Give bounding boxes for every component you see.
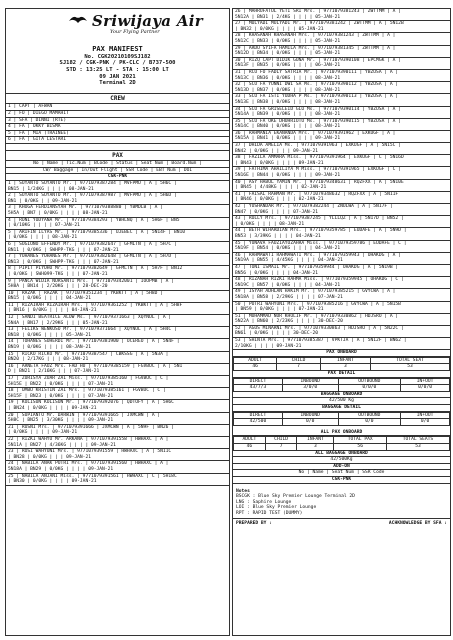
table-cell: 0/0/0 bbox=[338, 385, 401, 392]
passenger-line: BN42 | 0/0KG | | | | 09-JAN-21 bbox=[235, 148, 318, 154]
passenger-line: 1 | SUYANTO SUYANTO Mr. | 9771079387284 | MVFPMU | A | 5H6C | bbox=[8, 181, 177, 187]
passenger-line: 5N12D | BN34 | 0/0KG | | | | 05-JAN-21 bbox=[235, 51, 341, 57]
passenger-line: BN53 | 3/39KG | | | | 04-JAN-21 bbox=[235, 233, 321, 239]
passenger-row bbox=[233, 119, 450, 131]
pax-detail-table bbox=[233, 378, 450, 392]
passenger-row bbox=[6, 437, 229, 449]
passenger-row bbox=[233, 204, 450, 216]
manifest-number: No. CGK20210109SJ182 bbox=[84, 53, 151, 60]
passenger-line: 5N13E | BN38 | 0/0KG | | | | 08-JAN-21 bbox=[235, 99, 341, 105]
passenger-line: 32 | SCU FA YUNNI DWI SA Ms. | 9771079390112 | YBZUSA | A | bbox=[235, 82, 399, 88]
passenger-row bbox=[6, 339, 229, 351]
passenger-line: 20 | SUPIANTO Mr. DARWIN | 9771079391665 | JXMCWN | A | bbox=[8, 412, 161, 418]
passenger-row bbox=[233, 314, 450, 326]
passenger-line: 5N13C | BN36 | 0/0KG | | | | 08-JAN-21 bbox=[235, 75, 341, 81]
pax-legend: No | Name | Tic.Num | BCode | Status | Seat Num | Board.Num | bbox=[6, 161, 229, 168]
crew-item: 1 | CAPT | AFWAN bbox=[6, 104, 229, 111]
passenger-line: 6 | SUGIONO EFFENDY Mr. | 9771079382647 | GFMLTN | A | 5H7C | bbox=[8, 241, 177, 247]
table-cell: 7 bbox=[265, 443, 297, 450]
passenger-row bbox=[233, 180, 450, 192]
passenger-line: | BN59 | 0/0KG | | | | 07-JAN-21 bbox=[235, 307, 324, 313]
note-item: RPT : RAPID TEST (DUMMY) bbox=[236, 510, 303, 516]
passenger-line: | BN43 | 0/0KG | | | | 09-JAN-21 bbox=[235, 160, 324, 166]
passenger-line: 5N12A | BN31 | 2/4KG | | | | 05-JAN-21 bbox=[235, 14, 341, 20]
logo bbox=[6, 9, 229, 45]
table-cell: 43/7/3 bbox=[234, 385, 283, 392]
passenger-row bbox=[233, 338, 450, 350]
passenger-row bbox=[6, 449, 229, 461]
table-cell: 42/500 bbox=[234, 419, 283, 426]
sriwijaya-bird-icon bbox=[68, 13, 88, 27]
pax-section-title: PAX bbox=[6, 150, 229, 161]
passenger-row bbox=[6, 388, 229, 400]
passenger-line: | BN16 | 0/0KG | | | | 04-JAN-21 bbox=[8, 308, 97, 314]
addon-route: CGK-PNK bbox=[233, 477, 450, 484]
passenger-line: | 0/0KG | | | | 08-JAN-21 bbox=[235, 221, 305, 227]
passenger-line: 9 | PANCA WIDIA NURSANTI Mrs. | 9771079342001 | IOOPMB | A | bbox=[8, 278, 174, 284]
passenger-line: 29 | ARDO SYIFA HAMILA Mrs. | 9771079381345 | ZWTTMM | A | bbox=[235, 45, 396, 51]
passenger-line: 35 | SCU FA OKE DHUHRIOTU Ms. | 9771079390115 | YBZUSA | A | bbox=[235, 118, 401, 124]
passenger-line: 8 | PIPIT PIYOHO Mr. | 9771079382649 | GFMLTN | A | 5H7F | BN12 bbox=[8, 266, 183, 272]
baggage-detail-title: BAGGAGE DETAIL bbox=[233, 405, 450, 412]
passenger-line: BN18 | 0/0KG | | | | 05-JAN-21 bbox=[8, 332, 91, 338]
manifest-left-column bbox=[5, 8, 230, 636]
passenger-line: 26 | MAHRUFATUL YETI SRI Mrs. | 9771079381243 | ZWTTMM | A | bbox=[235, 9, 401, 14]
manifest-title: PAX MANIFEST bbox=[92, 45, 143, 53]
passenger-line: D | BN21 | 2/16KG | | | 07-JAN-21 bbox=[8, 369, 100, 375]
passenger-row bbox=[233, 155, 450, 167]
pax-detail-title: PAX DETAIL bbox=[233, 371, 450, 378]
passenger-line: 10 | RAZAK | RAZAK | 9771079351234 | YKBKTT | A | 5H8D | bbox=[8, 290, 163, 296]
baggage-detail-table bbox=[233, 412, 450, 426]
passenger-row bbox=[6, 413, 229, 425]
passenger-line: 25 | NABILA ANJANI Miss. | 9771079391561 | HWHAXC | C | 5H18C bbox=[8, 473, 177, 479]
passenger-line: 43 | ROLLY Mrs. | 9771079387245 | YLLLQZ | A | 5N17D | BN52 | bbox=[235, 216, 404, 222]
passenger-line: 24 | NABILA ANAK PUTRI Mrs. | 9771079391560 | HWHAXC | A | bbox=[8, 461, 169, 467]
crew-item: 6 | FA | GITA LESTARI bbox=[6, 137, 229, 144]
passenger-row bbox=[6, 279, 229, 291]
table-header: INBOUND bbox=[282, 412, 338, 419]
passenger-line: 15 | RICKO RICKO Mr. | 9771079387547 | CBKSSG | A | 5N3A | bbox=[8, 351, 169, 357]
passenger-row bbox=[233, 58, 450, 70]
passenger-line: | BN32 | 0/0KG | | | | 05-JAN-21 bbox=[235, 26, 324, 32]
passenger-line: 2/10KG | | | | 09-JAN-21 bbox=[235, 343, 302, 349]
crew-item: 5 | FA | MIA (TRAINEE) bbox=[6, 131, 229, 138]
passenger-line: 5N22A | BN60 | 2/23KG | | | | 30-DEC-20 bbox=[235, 319, 343, 325]
table-cell: 0/0 bbox=[338, 419, 401, 426]
passenger-line: 13 | FELIKS WENKOSO Mr. | 9771079371664 | XQYNUL | A | 5H4C | bbox=[8, 327, 177, 333]
passenger-line: 30 | RIZQ CAPT DIDIK GUNA Mr. | 9771079390108 | EPCMGK | A | bbox=[235, 57, 401, 63]
table-cell: 0/0/0 bbox=[401, 385, 450, 392]
passenger-row bbox=[233, 94, 450, 106]
passenger-row bbox=[6, 254, 229, 266]
passenger-row bbox=[6, 376, 229, 388]
passenger-row bbox=[6, 181, 229, 193]
passenger-row bbox=[233, 70, 450, 82]
passenger-row bbox=[6, 291, 229, 303]
table-header: OUTBOUND bbox=[338, 412, 401, 419]
passenger-row bbox=[6, 364, 229, 376]
passenger-line: 44 | BETH WIHARDIAN Mrs. | 9771079359785 | EUDAFE | A | 5N9D | bbox=[235, 228, 407, 234]
passenger-row bbox=[6, 193, 229, 205]
passenger-line: 5N16E | BN44 | 0/0KG | | | | 09-JAN-21 bbox=[235, 173, 341, 179]
terminal: Terminal 2D bbox=[99, 80, 136, 87]
baggage-onboard-value: 42/500 Kg bbox=[233, 398, 450, 405]
baggage-onboard-title: BAGGAGE ONBOARD bbox=[233, 392, 450, 399]
passenger-line: 31 | RCU FO FADLY SATRIA Mr. | 9771079390111 | YBZUSA | A | bbox=[235, 69, 399, 75]
passenger-row bbox=[233, 82, 450, 94]
passenger-row bbox=[233, 192, 450, 204]
passenger-line: 3 | KHOGA FERDIANSYAH Mr. | 9771079388880 | YBMDLB | A | bbox=[8, 205, 163, 211]
table-header: TOTAL SEATS bbox=[386, 437, 449, 444]
table-header: INFANT bbox=[297, 437, 334, 444]
passenger-line: 5N12C | BN33 | 0/0KG | | | | 05-JAN-21 bbox=[235, 38, 341, 44]
passenger-row bbox=[6, 230, 229, 242]
passenger-line: BN11 | 0/0KG | SWHPP-TKG | | | 07-JAN-21 bbox=[8, 247, 119, 253]
pax-list-left bbox=[6, 181, 229, 486]
passenger-line: 5H8C | BN25 | 3/30KG | | | | 09-JAN-21 bbox=[8, 418, 114, 424]
passenger-line: 39 | FATHIMA AHAILIYA M Miss. | 9771079391965 | EXKUGF | C | bbox=[235, 167, 401, 173]
passenger-line: | 0/10KG | | | | 07-JAN-21 bbox=[8, 223, 80, 229]
addon-legend: No | Name | Seat Num | SSR Code bbox=[233, 470, 450, 477]
all-pax-table bbox=[233, 436, 450, 450]
notes-title: Notes bbox=[236, 488, 250, 494]
prepared-by-label: PREPARED BY : bbox=[236, 520, 272, 526]
passenger-line: BN61 | 0/0KG | | | | 30-DEC-20 bbox=[235, 331, 318, 337]
passenger-line: | 0/0KG | | | | 09-JAN-21 bbox=[8, 430, 78, 436]
pax-onboard-table bbox=[233, 357, 450, 371]
passenger-line: 17 | ZURISYA ZUAR ZAI Miss. | 9771079385160 | FGVBUC | C | bbox=[8, 376, 169, 382]
passenger-row bbox=[6, 400, 229, 412]
table-header: IN+OUT bbox=[401, 412, 450, 419]
passenger-line: 22 | RIZKI WAHYU Mr. ARKANA | 9771079391558 | HWHAXC | A | bbox=[8, 436, 169, 442]
passenger-row bbox=[6, 327, 229, 339]
passenger-line: 5N14A | BN39 | 0/0KG | | | | 08-JAN-21 bbox=[235, 112, 341, 118]
passenger-row bbox=[233, 216, 450, 228]
table-cell: 3 bbox=[297, 443, 334, 450]
passenger-line: 11 | RIZAIRAH RIZAIRAH Mrs. | 9771079361252 | YKBKTT | A | 5H8F bbox=[8, 302, 183, 308]
passenger-row bbox=[233, 21, 450, 33]
passenger-line: 5N18A | BN58 | 2/29KG | | | | 07-JAN-21 bbox=[235, 294, 343, 300]
table-cell: 0/0 bbox=[401, 419, 450, 426]
passenger-row bbox=[6, 352, 229, 364]
passenger-line: 34 | SCU FA GRISELEID GLO Ms. | 9771079390114 | YBZUSA | A | bbox=[235, 106, 401, 112]
table-cell: 3/0/0 bbox=[282, 385, 338, 392]
passenger-row bbox=[6, 303, 229, 315]
passenger-row bbox=[6, 315, 229, 327]
table-header: CHILD bbox=[265, 437, 297, 444]
passenger-line: 5N19A | BN55 | 4/45KG | | | | 04-JAN-21 bbox=[235, 258, 343, 264]
passenger-row bbox=[233, 9, 450, 21]
passenger-line: 4 | RONI YODYANA Mr. | 9771079384293 | YBHLNQ | A | 5H6F | BN5 bbox=[8, 217, 180, 223]
table-header: DIRECT bbox=[234, 412, 283, 419]
passenger-row bbox=[233, 167, 450, 179]
passenger-row bbox=[233, 265, 450, 277]
pax-legend: CW/ Baggage | In/Out Flight | SSR Code | EBT Num | DOI bbox=[6, 168, 229, 175]
passenger-line: 48 | RIZANAH RIZKI RAHMA Miss. | 9771079359945 | OHAKDG | C | bbox=[235, 277, 404, 283]
flight-date: 09 JAN 2021 bbox=[99, 73, 136, 80]
passenger-line: 5H5A | BN7 | 0/0KG | | | | 08-JAN-21 bbox=[8, 210, 108, 216]
flight-times: STD : 13:25 LT - STA : 15:00 LT bbox=[66, 66, 169, 73]
passenger-line: | BN30 | 0/0KG | | | | 09-JAN-21 bbox=[8, 479, 97, 485]
passenger-line: 5H15E | BN22 | 0/0KG | | | | 07-JAN-21 bbox=[8, 381, 114, 387]
signature-footer bbox=[233, 518, 450, 529]
passenger-row bbox=[6, 425, 229, 437]
passenger-line: 2 | SUYANTO SUYANTO Mr. | 9771079387987 | MVFPMU | A | 5H6D | bbox=[8, 193, 177, 199]
table-cell: 53 bbox=[386, 443, 449, 450]
passenger-row bbox=[6, 461, 229, 473]
table-header: ADULT bbox=[234, 357, 277, 364]
passenger-line: 5 | ARIFIN ILYAS Mr. | 9771079385336 | UJEBEC | A | 5N14F | BN10 bbox=[8, 229, 186, 235]
flight-route: SJ182 / CGK-PNK / PK-CLC / B737-500 bbox=[59, 60, 176, 67]
passenger-line: BN15 | 0/0KG | | | | 04-JAN-21 bbox=[8, 296, 91, 302]
passenger-line: 50 | PUTRI WAHYUNI Mrs. | 9771079385216 | GVYCWA | A | 5N15B bbox=[235, 301, 401, 307]
passenger-line: | 0/0KG | | | | 08-JAN-21 bbox=[8, 235, 78, 241]
table-header: DIRECT bbox=[234, 378, 283, 385]
passenger-line: | BN46 | 0/0KG | | | | 02-JAN-21 bbox=[235, 197, 324, 203]
passenger-row bbox=[6, 205, 229, 217]
passenger-line: 18 | UMBU KRISTIN ZAI Mrs. | 9771079385161 | FGVBUC | C | bbox=[8, 388, 166, 394]
passenger-row bbox=[233, 277, 450, 289]
passenger-row bbox=[233, 46, 450, 58]
crew-item: 3 | SFA | DINNI (RTE) bbox=[6, 118, 229, 125]
passenger-line: 5N11A | BN27 | 4/36KG | | | | 09-JAN-21 bbox=[8, 442, 116, 448]
passenger-line: BN1 | 0/0KG | | 09-JAN-21 bbox=[8, 198, 78, 204]
logo-tagline: Your Flying Partner bbox=[110, 29, 160, 35]
table-header: CHILD bbox=[277, 357, 320, 364]
passenger-line: 5N14C | BN40 | 0/0KG | | | | 08-JAN-21 bbox=[235, 124, 341, 130]
all-baggage-value: 42/500Kg bbox=[233, 457, 450, 464]
passenger-line: 38 | FAZILA AMMARA Miss. | 9771079391964 | EXKUGF | C | 5N16D bbox=[235, 155, 404, 161]
addon-title: ADD-ON bbox=[233, 464, 450, 471]
passenger-row bbox=[233, 289, 450, 301]
table-header: OUTBOUND bbox=[338, 378, 401, 385]
passenger-line: 16 | ARNETA FAUZ Mrs. FAD HU | 9771079385159 | FGVBUC | A | 5N1 bbox=[8, 363, 183, 369]
passenger-line: BN13 | 0/0KG | SWHPP-TKG | | | 07-JAN-21 bbox=[8, 259, 119, 265]
passenger-line: 33 | SCU FA ISTI YUDHA P Ms. | 9771079390113 | YBZUSA | A | bbox=[235, 94, 399, 100]
crew-item: 4 | FA | OKKY BISMA bbox=[6, 124, 229, 131]
table-cell: 0/0 bbox=[282, 419, 338, 426]
passenger-line: 5N19C | BN57 | 0/0KG | | | | 04-JAN-21 bbox=[235, 282, 341, 288]
table-header: INFANT bbox=[320, 357, 370, 364]
passenger-row bbox=[233, 107, 450, 119]
pax-onboard-title: PAX ONBOARD bbox=[233, 350, 450, 357]
passenger-line: 53 | SHINTA Mrs. | 9771079385387 | VPKTJA | A | 5N12F | BN62 | bbox=[235, 338, 407, 344]
note-item: LOI : Blue Sky Premier Lounge bbox=[236, 505, 317, 511]
passenger-row bbox=[233, 33, 450, 45]
passenger-line: BN15 | 1/24KG | | | | 08-JAN-21 bbox=[8, 186, 94, 192]
passenger-line: 5H15F | BN23 | 0/0KG | | | | 07-JAN-21 bbox=[8, 393, 114, 399]
passenger-line: BN20 | 2/17KG | | | 08-JAN-21 bbox=[8, 357, 89, 363]
acknowledge-label: ACHKNOWLEDGE BY SFA : bbox=[388, 520, 447, 526]
passenger-line: 5N4A | BN17 | 2/29KG | | | 05-JAN-21 bbox=[8, 320, 108, 326]
passenger-row bbox=[6, 218, 229, 230]
table-cell: 56 bbox=[334, 443, 387, 450]
table-header: TOTAL SEAT bbox=[371, 357, 450, 364]
passenger-row bbox=[6, 266, 229, 278]
table-header: TOTAL PAX bbox=[334, 437, 387, 444]
all-baggage-title: ALL BAGGAGE ONBOARD bbox=[233, 451, 450, 458]
passenger-line: 41 | FAISAL RAHMAN Mr. | 9771079348632 | RQZFXX | A | 5N11F bbox=[235, 191, 399, 197]
manifest-right-column bbox=[232, 8, 451, 636]
passenger-line: | 0/0KG | SWH099-TKG | | | 07-JAN-21 bbox=[8, 271, 108, 277]
passenger-row bbox=[233, 302, 450, 314]
crew-list bbox=[6, 104, 229, 144]
passenger-row bbox=[233, 241, 450, 253]
passenger-line: 21 | RUSNI Mrs. | 9771079391666 | JXMCWN | A | 5N9F | BN26 | bbox=[8, 424, 174, 430]
all-pax-title: ALL PAX ONBOARD bbox=[233, 430, 450, 437]
table-cell: 46 bbox=[234, 364, 277, 371]
table-cell: 46 bbox=[234, 443, 266, 450]
table-cell: 7 bbox=[277, 364, 320, 371]
passenger-row bbox=[6, 242, 229, 254]
passenger-line: 12 | SANDI BEATRICE ALOW Ms. | 9771079371663 | XQYNUL | A | bbox=[8, 315, 172, 321]
pax-route: CGK-PNK bbox=[6, 174, 229, 181]
passenger-line: 51 | MUHAMMAD NUR KHOLIF Mr. | 9771079330862 | HDJSRO | A | bbox=[235, 313, 399, 319]
passenger-line: 42 | YUSHANDAR Mr. | 9771079382244 | ZNULWA | A | 5N17F | bbox=[235, 204, 393, 209]
passenger-line: 14 | TOHANES SUHERDI Mr. | 9771079381900 | OCEREO | A | 5N4F | bbox=[8, 339, 180, 345]
passenger-row bbox=[233, 131, 450, 143]
passenger-line: 19 | KOLISUN KOLISUN Mr. | 9771079392076 | QDTOFY | A | 5H6C bbox=[8, 400, 174, 406]
passenger-row bbox=[233, 228, 450, 240]
pax-list-right bbox=[233, 9, 450, 350]
passenger-line: 49 | ISYAH ADHLAN HAKIM Mr. | 9771079385215 | GVYCWA | A | bbox=[235, 289, 396, 295]
table-cell: 53 bbox=[371, 364, 450, 371]
passenger-row bbox=[233, 253, 450, 265]
passenger-row bbox=[233, 326, 450, 338]
passenger-line: 52 | AGUS MINARNI Mrs. | 9771079330863 | HDJSRO | A | 5N22C | bbox=[235, 325, 404, 331]
passenger-line: 40 | ASY HABUL YAMIN Mr. | 9771079348631 | RQZFXX | A | 5N10E bbox=[235, 179, 404, 185]
table-cell: 3 bbox=[320, 364, 370, 371]
table-header: IN+OUT bbox=[401, 378, 450, 385]
passenger-line: 37 | DHIDA AMELIA Ms. | 9771079391963 | EXKUGF | A | 5N15C | bbox=[235, 143, 401, 149]
passenger-line: 7 | YOHANES YOHANES Mr. | 9771079382648 | GFMLTN | A | 5H7D | bbox=[8, 254, 177, 260]
passenger-line: 5N13F | BN35 | 0/0KG | | | | 06-JAN-21 bbox=[235, 63, 341, 69]
passenger-row bbox=[6, 474, 229, 486]
passenger-line: 5N18A | BN29 | 0/0KG | | | | 09-JAN-21 bbox=[8, 466, 114, 472]
passenger-line: 45 | YUNAVA FAUZIAYUZAHRA Miss. | 9771079359786 | EUDAFE | C | bbox=[235, 240, 407, 246]
crew-item: 2 | FO | DIEGO MAMAHIT bbox=[6, 111, 229, 118]
passenger-line: | BN45 | 4/48KG | | | | 02-JAN-21 bbox=[235, 185, 327, 191]
passenger-line: 23 | ROSI WAHYUNI Mrs. | 9771079391559 | HWHAXC | A | 5N11C bbox=[8, 449, 172, 455]
passenger-line: | BN24 | 0/0KG | | | | 09-JAN-21 bbox=[8, 405, 97, 411]
passenger-line: 5N19F | BN54 | 0/0KG | | | | 04-JAN-21 bbox=[235, 246, 341, 252]
passenger-line: | BN28 | 0/0KG | | | 09-JAN-21 bbox=[8, 454, 91, 460]
passenger-line: 46 | RAHMAWATI RAHMAWATI Mrs. | 9771079359943 | OHAKDG | A | bbox=[235, 252, 401, 258]
passenger-line: 5N15A | BN41 | 0/0KG | | | | 09-JAN-21 bbox=[235, 136, 341, 142]
note-item: LNG : Saphire Lounge bbox=[236, 499, 292, 505]
logo-name: Sriwijaya Air bbox=[92, 12, 203, 30]
passenger-line: 28 | KHASANAH KHASANAH Mrs. | 9771079381243 | ZWTTMM | A | bbox=[235, 33, 396, 39]
notes bbox=[233, 488, 450, 518]
passenger-row bbox=[233, 143, 450, 155]
note-item: BSCGK : Blue Sky Premier Lounge Terminal 2D bbox=[236, 494, 355, 500]
passenger-line: 47 | TONI ISMAIL Mr. | 9771079359944 | OHAKDG | A | 5N19B | bbox=[235, 264, 399, 270]
passenger-line: BN47 | 0/0KG | | | | 07-JAN-21 bbox=[235, 209, 318, 215]
table-header: ADULT bbox=[234, 437, 266, 444]
passenger-line: BN19 | 0/0KG | | | | 08-JAN-21 bbox=[8, 345, 91, 351]
passenger-line: 5H8A | BN14 | 2/20KG | | | 28-DEC-20 bbox=[8, 284, 108, 290]
crew-section-title: CREW bbox=[6, 93, 229, 104]
passenger-line: 36 | RAHMANIA EKANANDA Mrs. | 9771079391962 | EXKUGF | A | bbox=[235, 130, 396, 136]
passenger-line: BN56 | 0/0KG | | | | 04-JAN-21 bbox=[235, 270, 318, 276]
passenger-line: 27 | MULYADI MULYADI Mr. | 9771079381242 | ZWTTMM | A | 5N12B bbox=[235, 21, 404, 27]
passenger-line: 5N13D | BN37 | 0/0KG | | | | 08-JAN-21 bbox=[235, 87, 341, 93]
table-header: INBOUND bbox=[282, 378, 338, 385]
